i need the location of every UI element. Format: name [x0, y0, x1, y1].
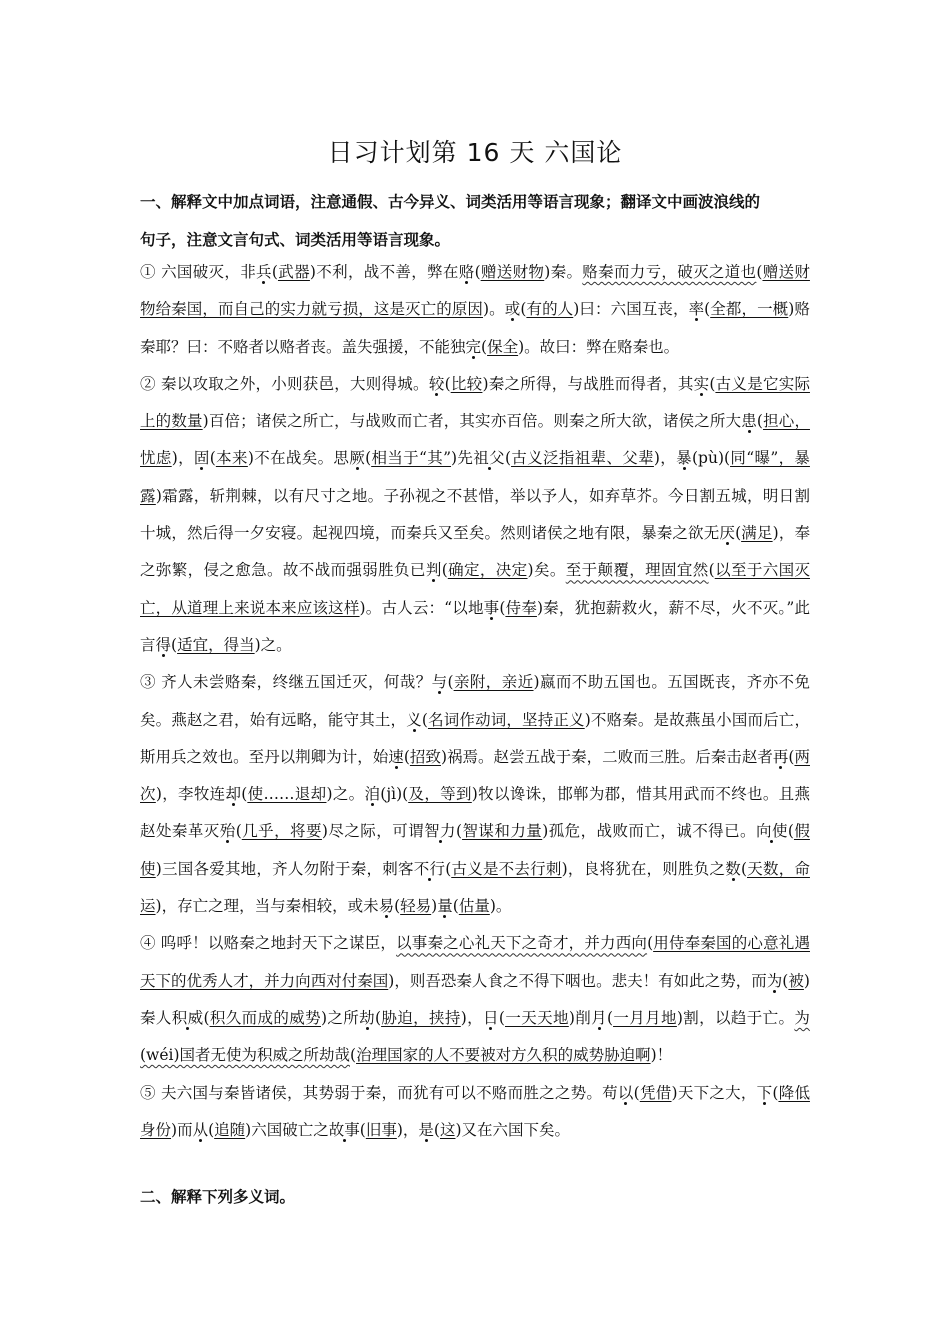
dotted-keyword: 或 — [504, 300, 521, 319]
section-2-heading: 二、解释下列多义词。 — [140, 1188, 296, 1206]
dotted-keyword: 月 — [591, 1008, 607, 1027]
wavy-translation-sentence: 至于颠覆，理固宜然 — [565, 561, 709, 580]
passage-text: ( — [203, 1008, 210, 1027]
underlined-annotation: 确定，决定 — [447, 561, 528, 580]
underlined-annotation: 这 — [439, 1120, 456, 1139]
underlined-annotation: 全都，一概 — [710, 300, 789, 319]
passage-text: )。 — [483, 300, 505, 319]
dotted-keyword: 再 — [772, 747, 789, 766]
underlined-annotation: 担心，忧虑 — [140, 412, 810, 468]
passage-text: ( — [756, 263, 763, 281]
passage-text: ⑤ 夫六国与秦皆诸侯，其势弱于秦，而犹有可以不赂而胜之之势。苟 — [140, 1083, 618, 1102]
passage-text: (pù)( — [692, 449, 731, 468]
underlined-annotation: 积久而成的威势 — [209, 1008, 321, 1027]
dotted-keyword: 完 — [465, 337, 482, 356]
passage-text: ( — [403, 747, 410, 766]
underlined-annotation: 旧事 — [365, 1120, 397, 1139]
passage-text: ( — [394, 897, 401, 916]
dotted-keyword: 较 — [428, 374, 445, 393]
passage-text: )天下之大， — [671, 1083, 757, 1102]
passage-text: ( — [209, 449, 216, 468]
passage-text: ( — [481, 337, 488, 356]
underlined-annotation: 侍奉 — [505, 598, 537, 617]
underlined-annotation: 治理国家的人不要被对方久积的威势胁迫啊 — [356, 1046, 651, 1065]
dotted-keyword: 量 — [437, 897, 453, 916]
dotted-keyword: 洎 — [364, 785, 381, 804]
passage-text: )。 — [489, 897, 512, 916]
passage-text: )先 — [451, 449, 474, 468]
underlined-annotation: 假使 — [140, 822, 810, 878]
underlined-annotation: 降低身份 — [140, 1083, 810, 1139]
section-1-heading-line-2: 句子，注意文言句式、词类活用等语言现象。 — [140, 231, 451, 249]
passage-text: )牧以谗诛，邯郸为郡，惜其用武而不终也。且燕赵处秦革灭 — [140, 785, 810, 841]
passage-text: ( — [441, 561, 448, 580]
passage-text: )孤危，战败而亡，诚不得已。 — [542, 822, 756, 841]
passage-text: ( — [445, 859, 452, 878]
underlined-annotation: 本来 — [215, 449, 248, 468]
dotted-keyword: 厌 — [719, 524, 736, 543]
passage-text: (jì)( — [380, 785, 409, 804]
passage-text: ( — [708, 561, 715, 580]
underlined-annotation: 两次 — [140, 747, 810, 804]
passage-text: ( — [606, 1008, 614, 1027]
passage-text: )嬴而不助五国也。五国既丧，齐亦不免矣。燕赵之君，始有远略，能守其土， — [140, 673, 810, 729]
section-1-heading-line-1: 一、解释文中加点词语，注意通假、古今异义、词类活用等语言现象；翻译文中画波浪线的 — [140, 193, 761, 211]
passage-text: ( — [782, 971, 789, 990]
underlined-annotation: 一月月地 — [613, 1008, 677, 1027]
passage-text: )尽之际，可谓 — [321, 822, 425, 841]
dotted-keyword: 日 — [483, 1008, 499, 1027]
underlined-annotation: 比较 — [450, 374, 483, 393]
dotted-keyword: 判 — [425, 561, 442, 580]
paragraph-4 — [140, 925, 810, 1074]
underlined-annotation: 天数，命运 — [140, 859, 810, 916]
dotted-keyword: 以 — [617, 1083, 634, 1102]
underlined-annotation: 赠送财物给秦国，而自己的实力就亏损，这是灭亡的原因 — [140, 263, 810, 319]
passage-text: ( — [444, 374, 451, 393]
wavy-translation-sentence: 以事秦之心礼天下之奇才，并力西向 — [396, 934, 648, 953]
dotted-keyword: 积威 — [171, 1008, 204, 1027]
passage-text: ( — [447, 673, 454, 692]
dotted-keyword: 事 — [483, 598, 500, 617]
passage-text: ④ 呜呼！以赂秦之地封天下之谋臣， — [140, 934, 397, 953]
passage-text: ( — [772, 1083, 779, 1102]
dotted-keyword: 得 — [155, 635, 172, 654]
passage-text: ( — [735, 524, 742, 543]
passage-text: )！ — [650, 1046, 673, 1065]
underlined-annotation: 追随 — [214, 1120, 246, 1139]
underlined-annotation: 有的人 — [526, 300, 574, 319]
underlined-annotation: 智谋和力量 — [462, 822, 543, 841]
passage-text: )三国各爱其地，齐人勿附于秦，刺客 — [155, 859, 414, 878]
dotted-keyword: 固 — [193, 449, 210, 468]
dotted-keyword: 与 — [431, 673, 448, 692]
underlined-annotation: 古义泛指祖辈、父辈 — [511, 449, 654, 468]
passage-text: ( — [709, 374, 716, 393]
passage-text: ③ 齐人未尝赂秦，终继五国迁灭，何哉？ — [140, 673, 432, 692]
dotted-keyword: 率 — [688, 300, 705, 319]
passage-text: ( — [271, 263, 278, 281]
underlined-annotation: 一天天地 — [504, 1008, 569, 1027]
passage-text: )削 — [568, 1008, 592, 1027]
passage-text: )秦之所得，与战胜而得者，其 — [482, 374, 694, 393]
dotted-keyword: 速 — [388, 747, 404, 766]
paragraph-5 — [140, 1075, 810, 1150]
passage-text: )又在六国下矣。 — [455, 1120, 571, 1139]
dotted-keyword: 劫 — [359, 1008, 375, 1027]
passage-text: ( — [452, 897, 459, 916]
passage-text: )，则吾恐秦人食之不得下咽也。悲夫！有如此之势，而 — [388, 971, 767, 990]
passage-text: )霜露，斩荆棘，以有尺寸之地。子孙视之不甚惜，举以予人，如弃草芥。今日割五城，明日割十城，然后得一夕安寝。起视四境，而秦兵又至矣。然则诸侯之地有限，暴秦之欲无 — [140, 486, 810, 543]
dotted-keyword: 为 — [766, 971, 783, 990]
passage-text: ( — [756, 412, 763, 431]
passage-text: ( — [499, 598, 506, 617]
underlined-annotation: 名词作动词，坚持正义 — [427, 710, 585, 729]
passage-text: ( — [455, 822, 463, 841]
dotted-keyword: 易 — [378, 897, 395, 916]
passage-text: ( — [241, 785, 248, 804]
underlined-annotation: 相当于“其” — [371, 449, 452, 468]
passage-text: )， — [653, 449, 677, 468]
passage-text: ( — [788, 747, 795, 766]
underlined-annotation: 用侍奉秦国的心意礼遇天下的优秀人才，并力向西对付秦国 — [140, 934, 810, 990]
dotted-keyword: 兵 — [256, 263, 272, 281]
dotted-keyword: 祖父 — [473, 449, 505, 468]
dotted-keyword: 向使 — [756, 822, 788, 841]
passage-text: ( — [350, 1046, 357, 1065]
passage-text: )不赂秦。是故燕虽小国而后亡，斯用兵之效也。至丹以荆卿为计，始 — [140, 710, 810, 766]
paragraph-1 — [140, 254, 810, 366]
passage-text: ( — [375, 1008, 382, 1027]
passage-text: )百倍；诸侯之所亡，与战败而亡者，其实亦百倍。则秦之所大欲，诸侯之所大 — [202, 412, 742, 431]
passage-text: ( — [498, 1008, 505, 1027]
passage-text: ( — [359, 1120, 366, 1139]
underlined-annotation: 武器 — [277, 263, 310, 281]
underlined-annotation: 胁迫，挟持 — [381, 1008, 461, 1027]
passage-text: )之所 — [320, 1008, 360, 1027]
passage-text: )不利，战不善，弊在 — [309, 263, 459, 281]
dotted-keyword: 下 — [756, 1083, 773, 1102]
dotted-keyword: 却 — [225, 785, 242, 804]
passage-text: )， — [460, 1008, 484, 1027]
passage-text: )， — [171, 449, 194, 468]
page-title: 日习计划第 16 天 六国论 — [327, 138, 623, 167]
underlined-annotation: 赠送财物 — [480, 263, 545, 281]
wavy-translation-sentence: 为(wéi)国者无使为积威之所劫哉 — [140, 1008, 810, 1065]
passage-text: ( — [787, 822, 794, 841]
passage-text: )赂秦耶？曰：不赂者以赂者丧。盖失强援，不能独 — [140, 300, 810, 356]
dotted-keyword: 厥 — [349, 449, 366, 468]
passage-text: ( — [504, 449, 512, 468]
underlined-annotation: 满足 — [741, 524, 773, 543]
dotted-keyword: 实 — [693, 374, 710, 393]
passage-text: )，良将犹在，则胜负之 — [561, 859, 726, 878]
passage-text: ( — [421, 710, 428, 729]
paragraph-2 — [140, 366, 810, 664]
underlined-annotation: 亲附，亲近 — [453, 673, 534, 692]
underlined-annotation: 适宜，得当 — [177, 635, 255, 654]
passage-text: )秦。 — [544, 263, 583, 281]
dotted-keyword: 数 — [725, 859, 741, 878]
passage-text: )。故曰：弊在赂秦也。 — [518, 337, 680, 356]
underlined-annotation: 使……退却 — [247, 785, 327, 804]
dotted-keyword: 不行 — [413, 859, 446, 878]
passage-text: ( — [704, 300, 711, 319]
wavy-translation-sentence: 赂秦而力亏，破灭之道也 — [582, 263, 757, 281]
passage-text: ( — [433, 1120, 440, 1139]
passage-text: ( — [235, 822, 242, 841]
underlined-annotation: 及，等到 — [408, 785, 472, 804]
passage-text: ( — [740, 859, 747, 878]
underlined-annotation: 同“曝”，暴露 — [140, 449, 810, 505]
underlined-annotation: 招致 — [409, 747, 441, 766]
underlined-annotation: 被 — [788, 971, 804, 990]
underlined-annotation: 估量 — [458, 897, 490, 916]
passage-text: )，存亡之理，当与秦相较，或未 — [155, 897, 379, 916]
dotted-keyword: 智力 — [424, 822, 456, 841]
dotted-keyword: 从 — [192, 1120, 209, 1139]
underlined-annotation: 古义是它实际上的数量 — [140, 374, 810, 431]
passage-text: )， — [396, 1120, 419, 1139]
dotted-keyword: 故事 — [328, 1120, 360, 1139]
passage-text: )之。 — [326, 785, 365, 804]
dotted-keyword: 患 — [741, 412, 757, 431]
passage-text: )。古人云：“以地 — [359, 598, 484, 617]
passage-text: )，李牧连 — [155, 785, 226, 804]
passage-text: )不在战矣。思 — [247, 449, 350, 468]
underlined-annotation: 凭借 — [639, 1083, 672, 1102]
passage-text: ① 六国破灭，非 — [140, 263, 257, 281]
passage-text: )，奉之弥繁，侵之愈急。故不战而强弱胜负已 — [140, 524, 810, 580]
passage-text: ( — [208, 1120, 215, 1139]
passage-text: ( — [520, 300, 527, 319]
paragraph-3 — [140, 664, 810, 925]
passage-text: ( — [171, 635, 178, 654]
underlined-annotation: 古义是不去行刺 — [451, 859, 562, 878]
dotted-keyword: 殆 — [219, 822, 236, 841]
underlined-annotation: 保全 — [487, 337, 519, 356]
passage-text: ( — [474, 263, 481, 281]
passage-text: )而 — [171, 1120, 193, 1139]
passage-text: )祸焉。赵尝五战于秦，二败而三胜。后秦击赵者 — [440, 747, 773, 766]
dotted-keyword: 义 — [406, 710, 422, 729]
passage-text: )之。 — [254, 635, 292, 654]
underlined-annotation: 轻易 — [400, 897, 432, 916]
dotted-keyword: 赂 — [458, 263, 475, 281]
passage-text: )割，以趋于亡。 — [676, 1008, 795, 1027]
passage-text: ( — [365, 449, 372, 468]
passage-text: )曰：六国互丧， — [573, 300, 689, 319]
passage — [140, 254, 810, 1149]
passage-text: )秦人 — [140, 971, 810, 1027]
underlined-annotation: 以至于六国灭亡，从道理上来说本来应该这样 — [140, 561, 810, 617]
passage-text: )矣。 — [527, 561, 566, 580]
passage-text: ② 秦以攻取之外，小则获邑，大则得城。 — [140, 374, 429, 393]
underlined-annotation: 几乎，将要 — [241, 822, 322, 841]
passage-text: )六国破亡之 — [245, 1120, 329, 1139]
dotted-keyword: 暴 — [676, 449, 692, 468]
passage-text: )秦，犹抱薪救火，薪不尽，火不灭。”此言 — [140, 598, 810, 654]
passage-text: ( — [647, 934, 654, 953]
passage-text: ( — [633, 1083, 640, 1102]
dotted-keyword: 是 — [418, 1120, 434, 1139]
passage-text: ) — [431, 897, 438, 916]
